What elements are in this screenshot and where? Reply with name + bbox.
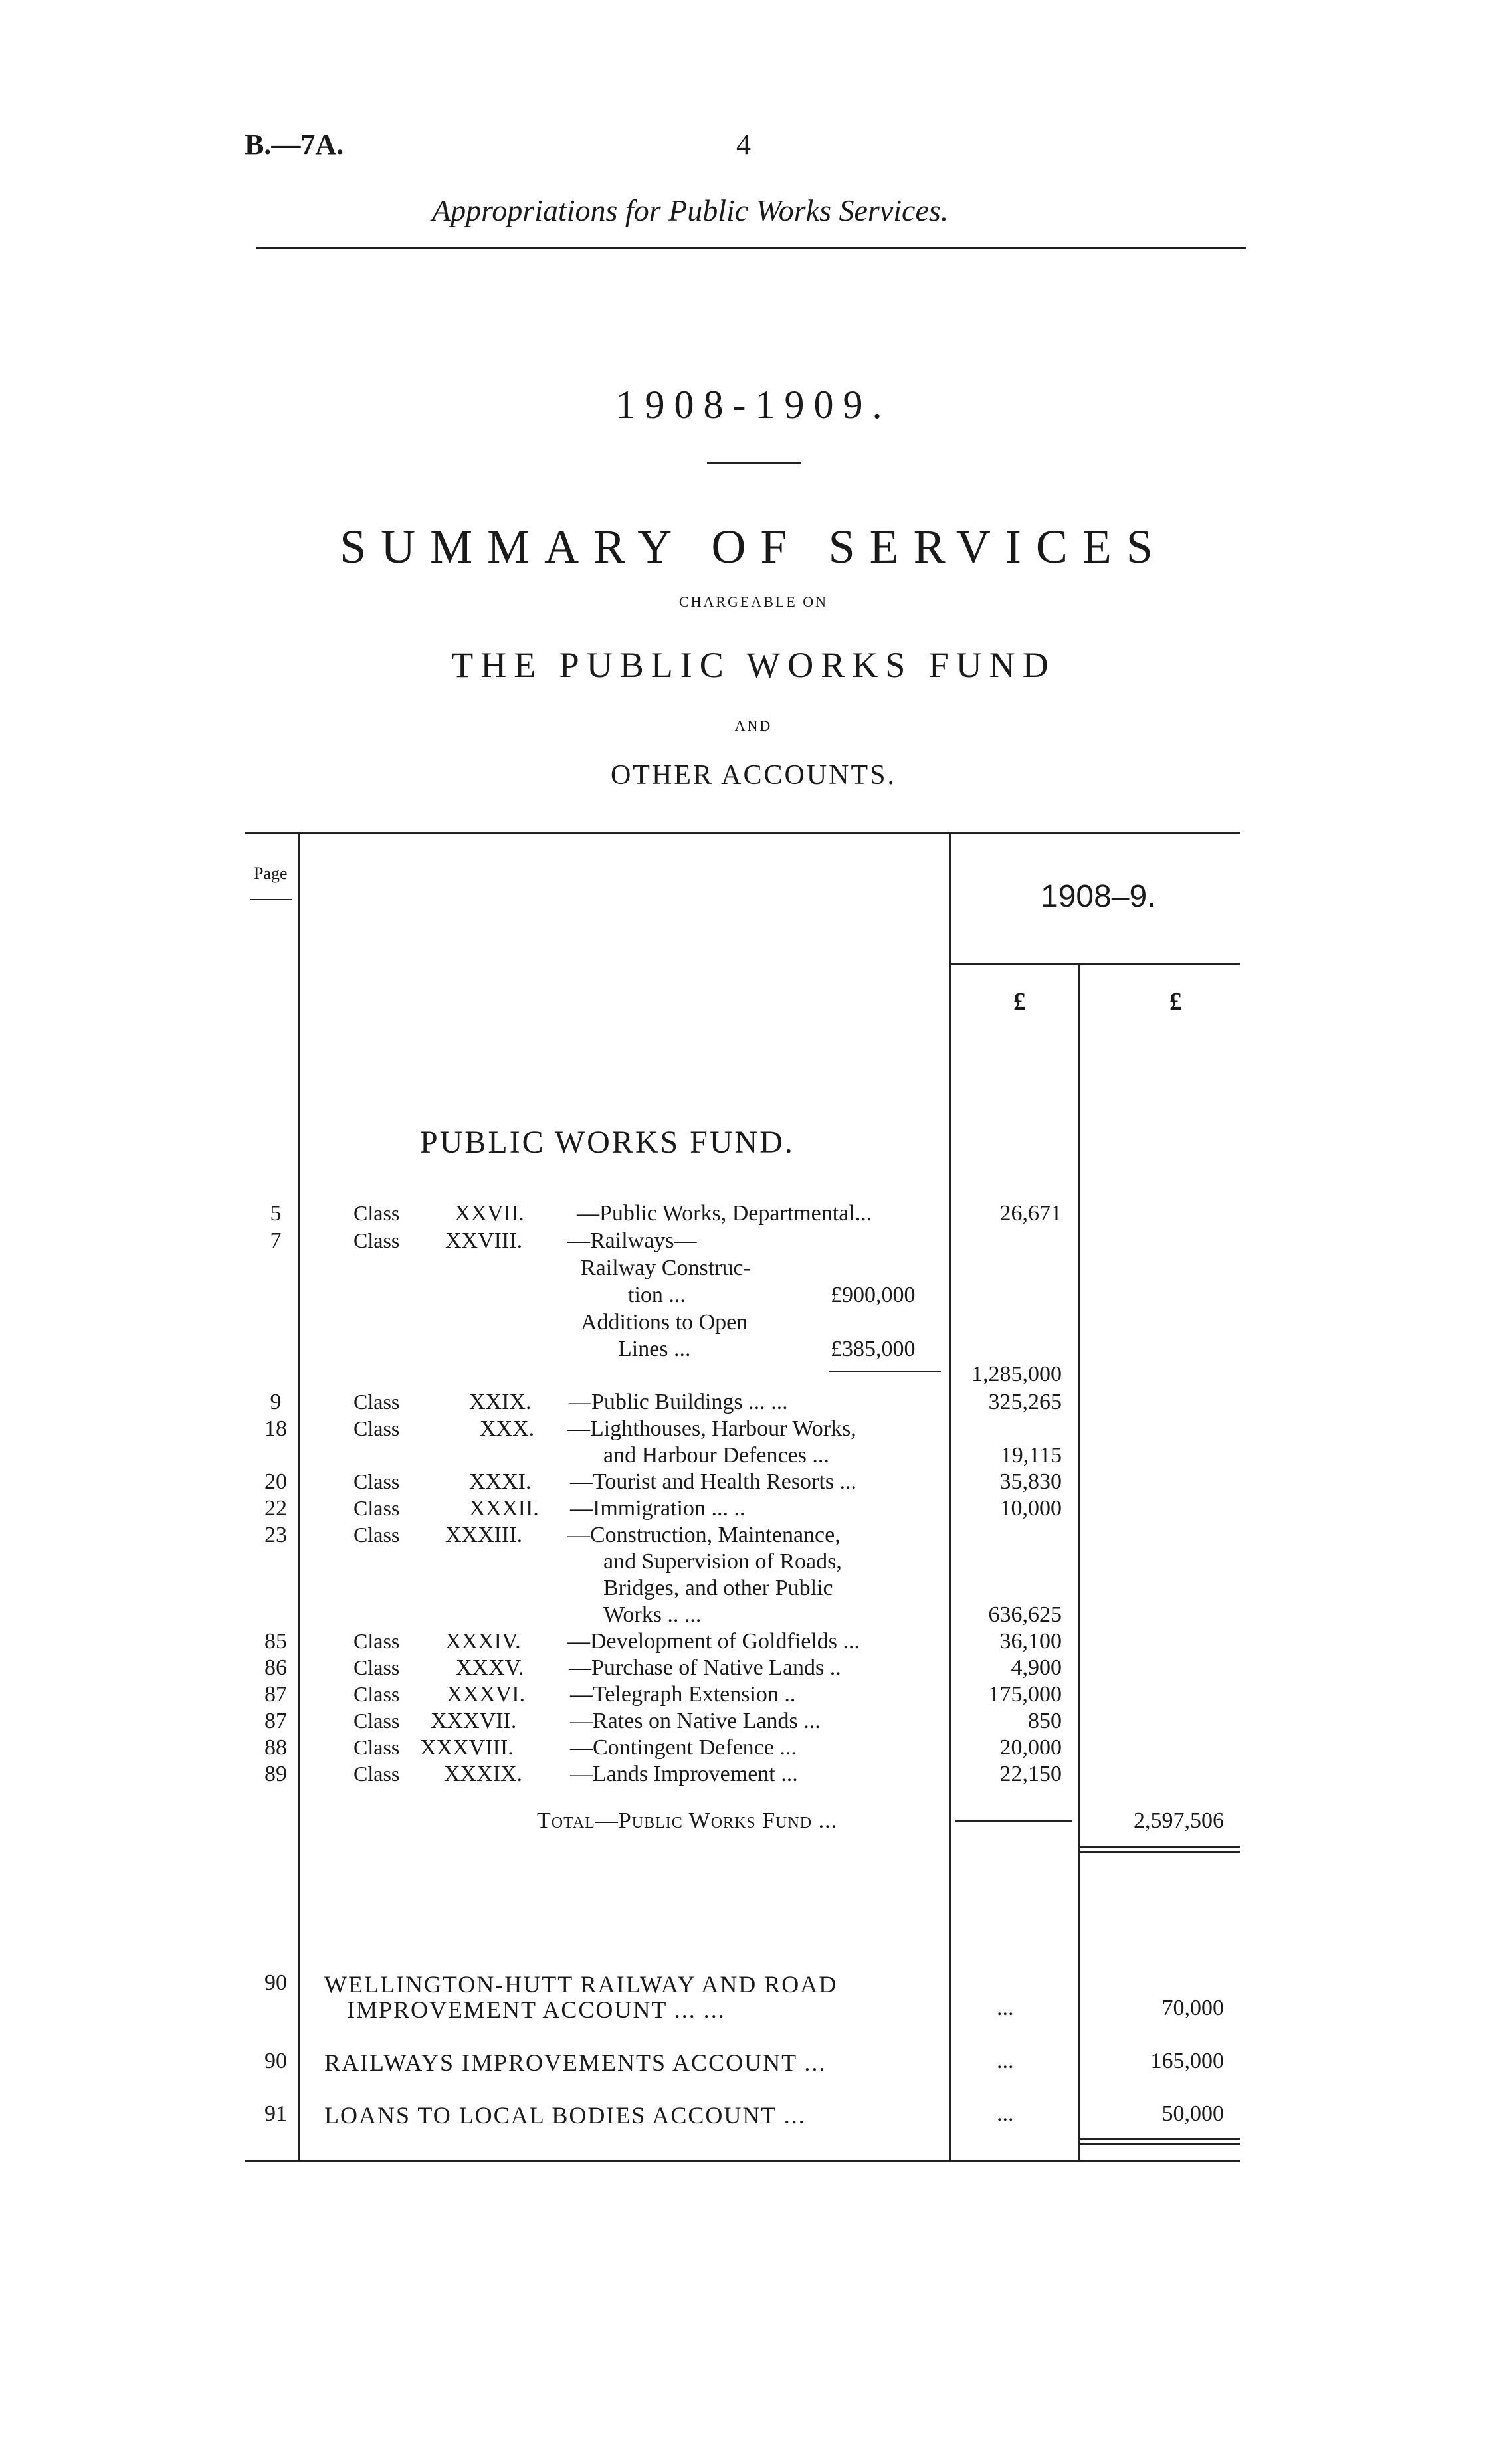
row-page: 88 <box>264 1735 287 1760</box>
accounts-double-rule-top <box>1080 2138 1240 2140</box>
row-page: 89 <box>264 1762 287 1786</box>
row-page: 87 <box>264 1682 287 1707</box>
row-class-label: Class <box>353 1469 400 1493</box>
row-description: —Lands Improvement ... <box>570 1762 798 1786</box>
account-page: 91 <box>264 2101 287 2126</box>
row-class-label: Class <box>353 1390 400 1414</box>
row-page: 9 <box>270 1390 282 1414</box>
page-column-rule <box>298 832 300 2160</box>
row-page: 18 <box>264 1416 287 1441</box>
account-mid-value: ... <box>997 2101 1014 2126</box>
page-header-underline <box>250 899 292 900</box>
total-amount: 2,597,506 <box>1134 1808 1224 1833</box>
row-class-label: Class <box>353 1201 400 1225</box>
row-description: —Contingent Defence ... <box>570 1735 797 1760</box>
account-title-cont: IMPROVEMENT ACCOUNT ... ... <box>347 1996 726 2023</box>
row-class-number: XXXIX. <box>444 1762 523 1786</box>
row-class-number: XXXVIII. <box>420 1735 514 1760</box>
row-class-number: XXXVII. <box>431 1709 517 1733</box>
row-amount: 19,115 <box>1000 1443 1062 1468</box>
row-amount: 636,625 <box>988 1602 1062 1627</box>
row-description: —Development of Goldfields ... <box>567 1629 860 1654</box>
row-description: —Tourist and Health Resorts ... <box>570 1469 857 1494</box>
account-title: LOANS TO LOCAL BODIES ACCOUNT ... <box>324 2102 806 2129</box>
row-description: —Lighthouses, Harbour Works, <box>567 1416 856 1441</box>
row-class-number: XXVII. <box>454 1201 524 1226</box>
row-amount: 36,100 <box>999 1629 1062 1654</box>
document-reference: B.—7A. <box>245 128 344 161</box>
other-accounts-heading: OTHER ACCOUNTS. <box>610 760 897 791</box>
row-class-label: Class <box>353 1735 400 1759</box>
row-class-number: XXXVI. <box>447 1682 526 1707</box>
row-class-number: XXVIII. <box>445 1228 523 1253</box>
row-amount: 35,830 <box>999 1469 1062 1494</box>
row-description: —Immigration ... .. <box>570 1496 746 1521</box>
account-page: 90 <box>264 2049 287 2073</box>
railway-additions-label-2: Lines ... <box>618 1337 691 1361</box>
row-page: 5 <box>270 1201 282 1226</box>
row-description: —Public Buildings ... ... <box>569 1390 788 1414</box>
year-column-header: 1908–9. <box>1041 879 1156 914</box>
row-amount: 850 <box>1028 1709 1062 1733</box>
railway-subtotal-amount: 1,285,000 <box>971 1362 1062 1386</box>
row-description: —Purchase of Native Lands .. <box>569 1656 841 1680</box>
row-description: —Telegraph Extension .. <box>570 1682 796 1707</box>
row-amount: 22,150 <box>999 1762 1062 1786</box>
row-class-label: Class <box>353 1228 400 1252</box>
row-class-label: Class <box>353 1523 400 1547</box>
row-description-cont: and Supervision of Roads, <box>603 1549 842 1574</box>
row-description: —Public Works, Departmental... <box>577 1201 872 1226</box>
amount-column-rule <box>949 832 951 2160</box>
and-label: AND <box>734 717 773 734</box>
railway-construction-label-2: tion ... <box>628 1283 686 1307</box>
row-amount: 10,000 <box>999 1496 1062 1521</box>
row-page: 87 <box>264 1709 287 1733</box>
row-description: —Construction, Maintenance, <box>567 1523 841 1547</box>
row-class-label: Class <box>353 1762 400 1786</box>
row-amount: 325,265 <box>988 1390 1062 1414</box>
row-description-cont: Works .. ... <box>603 1602 702 1627</box>
row-amount: 26,671 <box>999 1201 1062 1226</box>
total-label: Total—Public Works Fund ... <box>537 1808 838 1833</box>
currency-symbol-2: £ <box>1169 988 1182 1016</box>
total-left-rule <box>955 1820 1072 1822</box>
row-page: 7 <box>270 1228 282 1253</box>
page-number: 4 <box>736 128 751 161</box>
row-description: —Railways— <box>567 1228 697 1253</box>
row-page: 20 <box>264 1469 287 1494</box>
row-amount: 20,000 <box>999 1735 1062 1760</box>
title-short-rule <box>707 462 801 464</box>
page-subtitle: Appropriations for Public Works Services. <box>432 193 949 227</box>
railway-additions-amount: £385,000 <box>831 1337 916 1361</box>
row-class-label: Class <box>353 1629 400 1653</box>
row-class-label: Class <box>353 1496 400 1520</box>
row-class-label: Class <box>353 1656 400 1679</box>
account-mid-value: ... <box>997 1996 1014 2020</box>
fiscal-year-title: 1908-1909. <box>615 383 892 426</box>
row-class-number: XXXV. <box>456 1656 524 1680</box>
row-class-number: XXXIV. <box>445 1629 521 1654</box>
summary-heading: SUMMARY OF SERVICES <box>340 520 1167 573</box>
total-double-rule-top <box>1080 1846 1240 1848</box>
currency-symbol-1: £ <box>1013 988 1026 1016</box>
row-class-label: Class <box>353 1682 400 1706</box>
section-heading: PUBLIC WORKS FUND. <box>420 1125 795 1160</box>
chargeable-on-label: CHARGEABLE ON <box>678 593 829 610</box>
account-mid-value: ... <box>997 2049 1014 2073</box>
row-page: 22 <box>264 1496 287 1521</box>
account-title: RAILWAYS IMPROVEMENTS ACCOUNT ... <box>324 2049 827 2076</box>
row-class-number: XXXII. <box>469 1496 539 1521</box>
total-double-rule-bottom <box>1080 1851 1240 1853</box>
row-page: 85 <box>264 1629 287 1654</box>
row-page: 23 <box>264 1523 287 1547</box>
account-amount: 50,000 <box>1161 2101 1224 2126</box>
row-description-cont: and Harbour Defences ... <box>603 1443 829 1468</box>
railway-construction-label: Railway Construc- <box>581 1256 751 1280</box>
account-amount: 70,000 <box>1161 1996 1224 2020</box>
table-bottom-rule <box>245 2160 1240 2162</box>
row-class-number: XXIX. <box>469 1390 532 1414</box>
row-description: —Rates on Native Lands ... <box>570 1709 821 1733</box>
header-rule <box>256 247 1246 249</box>
page-column-header: Page <box>254 864 288 883</box>
account-page: 90 <box>264 1970 287 1995</box>
row-class-number: XXXIII. <box>445 1523 523 1547</box>
row-page: 86 <box>264 1656 287 1680</box>
row-class-label: Class <box>353 1416 400 1440</box>
row-amount: 175,000 <box>988 1682 1062 1707</box>
row-amount: 4,900 <box>1011 1656 1062 1680</box>
railway-construction-amount: £900,000 <box>831 1283 916 1307</box>
row-description-cont: Bridges, and other Public <box>603 1576 833 1600</box>
fund-heading: THE PUBLIC WORKS FUND <box>451 645 1056 685</box>
row-class-number: XXXI. <box>469 1469 532 1494</box>
account-title: WELLINGTON-HUTT RAILWAY AND ROAD <box>324 1971 838 1998</box>
account-amount: 165,000 <box>1150 2049 1224 2073</box>
table-top-rule <box>245 832 1240 834</box>
year-underline <box>950 963 1240 965</box>
row-class-label: Class <box>353 1709 400 1733</box>
total-column-rule <box>1078 963 1080 2160</box>
railway-subtotal-rule <box>829 1371 941 1372</box>
accounts-double-rule-bottom <box>1080 2143 1240 2145</box>
railway-additions-label: Additions to Open <box>581 1310 748 1335</box>
row-class-number: XXX. <box>480 1416 535 1441</box>
